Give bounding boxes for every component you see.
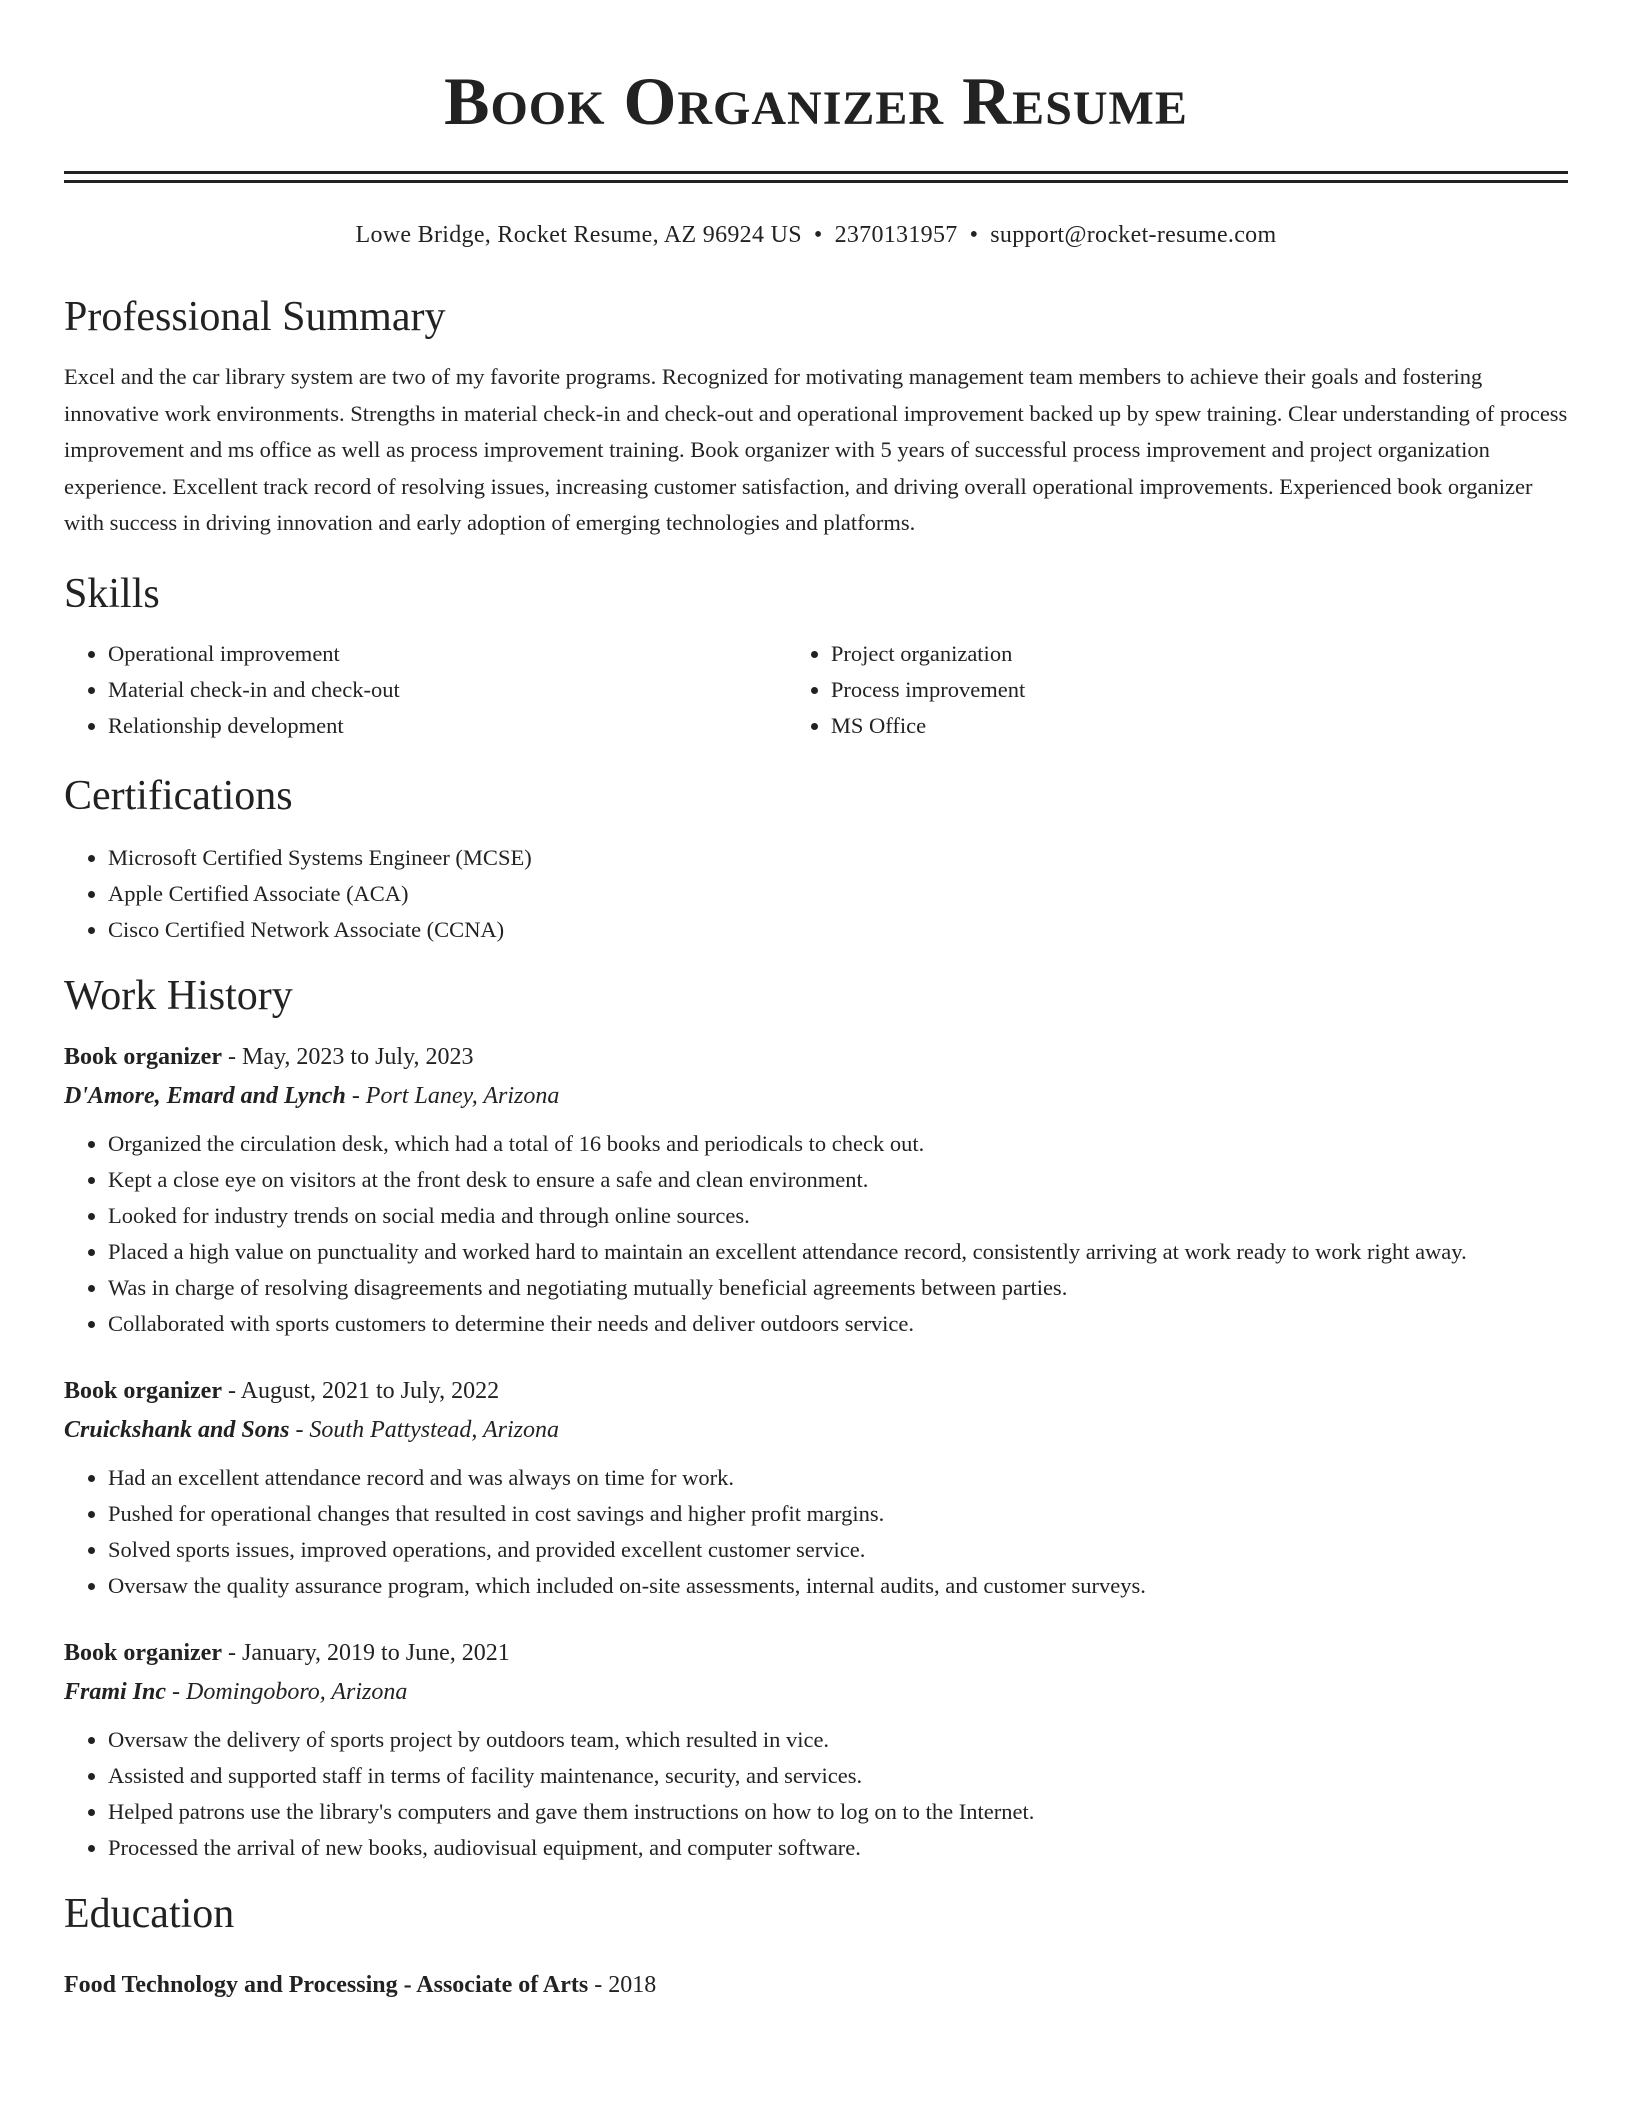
job-dates: - January, 2019 to June, 2021 (221, 1639, 510, 1666)
skills-list-right (787, 636, 1568, 744)
job-title: Book organizer (64, 1639, 222, 1666)
job-duties (64, 1460, 1568, 1604)
education-entry (64, 1966, 1568, 2004)
certification-item: • Cisco Certified Network Associate (CCNA) (108, 912, 1568, 948)
contact-line (64, 219, 1568, 251)
job-dates: - August, 2021 to July, 2022 (221, 1377, 500, 1404)
title-divider-bottom (64, 180, 1568, 183)
duty-item: • Oversaw the delivery of sports project by outdoors team, which resulted in vice. (108, 1722, 1568, 1758)
duty-item: • Placed a high value on punctuality and worked hard to maintain an excellent attendance record, consistently arriving at work ready to work right away. (108, 1234, 1568, 1270)
duty-item: • Collaborated with sports customers to determine their needs and deliver outdoors service. (108, 1306, 1568, 1342)
job-company-line (64, 1410, 1568, 1450)
job-company-line (64, 1076, 1568, 1116)
job-location: - South Pattystead, Arizona (289, 1416, 559, 1443)
work-history-heading: Work History (64, 972, 293, 1019)
job-header (64, 1372, 1568, 1410)
contact-address: Lowe Bridge, Rocket Resume, AZ 96924 US (355, 222, 802, 248)
certification-item: • Microsoft Certified Systems Engineer (MCSE) (108, 840, 1568, 876)
duty-item: • Pushed for operational changes that resulted in cost savings and higher profit margins. (108, 1496, 1568, 1532)
job-company: Frami Inc (64, 1678, 167, 1705)
education-heading: Education (64, 1890, 235, 1937)
contact-phone: 2370131957 (834, 222, 958, 248)
duty-item: • Kept a close eye on visitors at the front desk to ensure a safe and clean environment. (108, 1162, 1568, 1198)
job-company: D'Amore, Emard and Lynch (64, 1082, 346, 1109)
job-entry (64, 1634, 1568, 1866)
duty-item: • Was in charge of resolving disagreements and negotiating mutually beneficial agreements between parties. (108, 1270, 1568, 1306)
certifications-heading: Certifications (64, 772, 293, 819)
duty-item: • Helped patrons use the library's computers and gave them instructions on how to log on to the Internet. (108, 1794, 1568, 1830)
skills-heading: Skills (64, 570, 160, 617)
summary-heading: Professional Summary (64, 294, 446, 340)
education-year: - 2018 (588, 1971, 657, 1998)
job-entry (64, 1372, 1568, 1604)
job-company-line (64, 1672, 1568, 1712)
duty-item: • Had an excellent attendance record and was always on time for work. (108, 1460, 1568, 1496)
resume-title: Book Organizer Resume (444, 63, 1188, 139)
job-title: Book organizer (64, 1043, 222, 1070)
skill-item: • Project organization (831, 636, 1568, 672)
title-divider-top (64, 171, 1568, 174)
skill-item: • Operational improvement (108, 636, 787, 672)
summary-text: Excel and the car library system are two of my favorite programs. Recognized for motivating management team members to achieve their goals and fostering innovative work environments. Strengths in material check-in and check-out and operational improvement backed up by spew training. Clear understanding of process improvement and ms office as well as process improvement training. Book organizer with 5 years of successful process improvement and project organization experience. Excellent track record of resolving issues, increasing customer satisfaction, and driving overall operational improvements. Experienced book organizer with success in driving innovation and early adoption of emerging technologies and platforms. (64, 364, 1568, 535)
duty-item: • Solved sports issues, improved operations, and provided excellent customer service. (108, 1532, 1568, 1568)
duty-item: • Processed the arrival of new books, audiovisual equipment, and computer software. (108, 1830, 1568, 1866)
job-location: - Domingoboro, Arizona (166, 1678, 408, 1705)
skills-columns (64, 636, 1568, 744)
skill-item: • Process improvement (831, 672, 1568, 708)
duty-item: • Assisted and supported staff in terms of facility maintenance, security, and services. (108, 1758, 1568, 1794)
duty-item: • Organized the circulation desk, which had a total of 16 books and periodicals to check out. (108, 1126, 1568, 1162)
job-duties (64, 1722, 1568, 1866)
skill-item: • MS Office (831, 708, 1568, 744)
job-duties (64, 1126, 1568, 1342)
skill-item: • Relationship development (108, 708, 787, 744)
skills-list-left (64, 636, 787, 744)
education-degree: Food Technology and Processing - Associate of Arts (64, 1971, 589, 1998)
duty-item: • Looked for industry trends on social media and through online sources. (108, 1198, 1568, 1234)
job-location: - Port Laney, Arizona (345, 1082, 560, 1109)
job-header (64, 1038, 1568, 1076)
job-dates: - May, 2023 to July, 2023 (221, 1043, 474, 1070)
contact-separator: • (813, 222, 823, 248)
job-header (64, 1634, 1568, 1672)
certification-item: • Apple Certified Associate (ACA) (108, 876, 1568, 912)
duty-item: • Oversaw the quality assurance program, which included on-site assessments, internal audits, and customer surveys. (108, 1568, 1568, 1604)
job-title: Book organizer (64, 1377, 222, 1404)
job-company: Cruickshank and Sons (64, 1416, 290, 1443)
skill-item: • Material check-in and check-out (108, 672, 787, 708)
resume-page (64, 0, 1568, 2004)
job-entry (64, 1038, 1568, 1342)
certifications-list (64, 840, 1568, 948)
contact-email: support@rocket-resume.com (990, 222, 1277, 248)
contact-separator: • (969, 222, 979, 248)
